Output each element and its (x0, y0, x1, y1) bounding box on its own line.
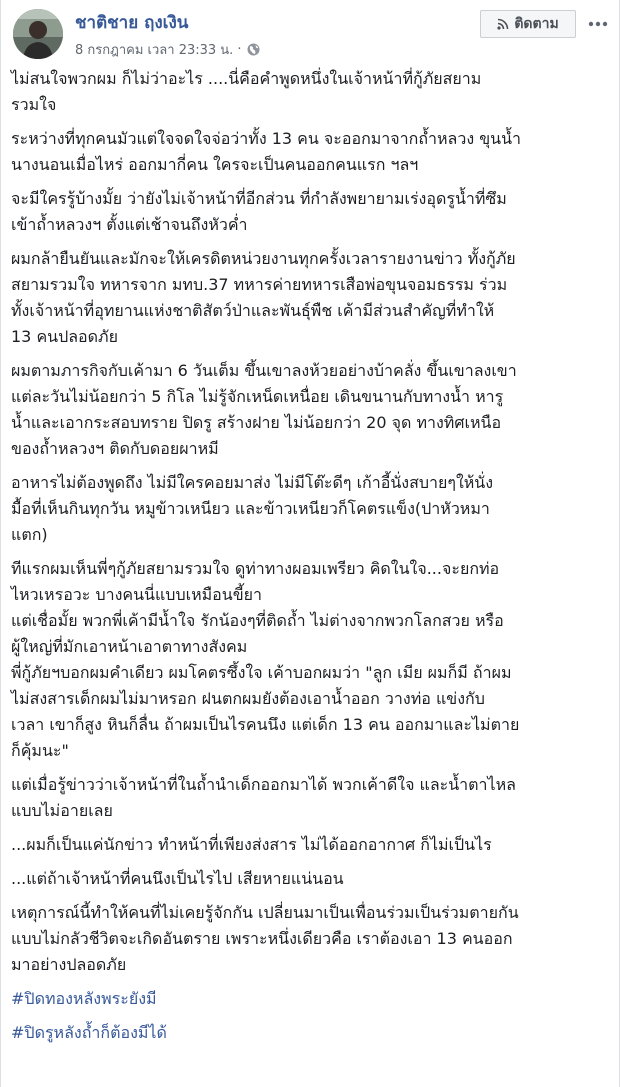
globe-icon[interactable] (247, 43, 260, 56)
hashtag-link[interactable]: #ปิดรูหลังถ้ำก็ต้องมีได้ (11, 1023, 167, 1042)
post-paragraph: ผมตามภารกิจกับเค้ามา 6 วันเต็ม ขึ้นเขาลงห้วยอย่างบ้าคลั่ง ขึ้นเขาลงเขา แต่ละวันไม่น้อยกว่า 5 กิโล ไม่รู้จักเหน็ดเหนื่อย เดินขนานกับทางน้ำ หารู น้ำและเอากระสอบทราย ปิดรู สร้างฝาย ไม่น้อยกว่า 20 จุด ทางทิศเหนือ ของถ้ำหลวงฯ ติดกับดอยผาหมี (11, 361, 517, 458)
post-paragraph: จะมีใครรู้บ้างมั้ย ว่ายังไม่เจ้าหน้าที่อีกส่วน ที่กำลังพยายามเร่งอุดรูน้ำที่ซึม เข้าถ้ำหลวงฯ ตั้งแต่เช้าจนถึงหัวค่ำ (11, 189, 507, 234)
follow-button[interactable] (480, 10, 576, 38)
post-paragraph: แต่เมื่อรู้ข่าวว่าเจ้าหน้าที่ในถ้ำนำเด็กออกมาได้ พวกเค้าดีใจ และน้ำตาไหล แบบไม่อายเลย (11, 775, 516, 820)
post-meta (75, 39, 260, 60)
avatar-photo (13, 9, 63, 59)
author-avatar[interactable] (13, 9, 63, 59)
rss-icon (497, 18, 509, 30)
post-paragraph: ...แต่ถ้าเจ้าหน้าที่คนนึงเป็นไรไป เสียหายแน่นอน (11, 869, 344, 888)
hashtag-link[interactable]: #ปิดทองหลังพระยังมี (11, 989, 157, 1008)
post-paragraph: อาหารไม่ต้องพูดถึง ไม่มีใครคอยมาส่ง ไม่มีโต๊ะดีๆ เก้าอี้นั่งสบายๆให้นั่ง มื้อที่เห็นกินทุกวัน หมูข้าวเหนียว และข้าวเหนียวก็โคตรแข็ง(ปาหัวหมา แตก) (11, 473, 494, 544)
post-paragraph: ...ผมก็เป็นแค่นักข่าว ทำหน้าที่เพียงส่งสาร ไม่ได้ออกอากาศ ก็ไม่เป็นไร (11, 835, 492, 854)
post-paragraph: ระหว่างที่ทุกคนมัวแต่ใจจดใจจ่อว่าทั้ง 13 คน จะออกมาจากถ้ำหลวง ขุนน้ำ นางนอนเมื่อไหร่ ออกมากี่คน ใครจะเป็นคนออกคนแรก ฯลฯ (11, 129, 522, 174)
post-timestamp[interactable]: 8 กรกฎาคม เวลา 23:33 น. (75, 43, 234, 58)
follow-label: ติดตาม (514, 16, 559, 32)
meta-separator: · (237, 42, 242, 57)
post-header (1, 0, 619, 68)
post-body (11, 66, 609, 1046)
post-paragraph: ทีแรกผมเห็นพี่ๆกู้ภัยสยามรวมใจ ดูท่าทางผอมเพรียว คิดในใจ...จะยกท่อ ไหวเหรอวะ บางคนนี่แบบเหมือนขี้ยา แต่เชื่อมั้ย พวกพี่เค้ามีน้ำใจ รักน้องๆที่ติดถ้ำ ไม่ต่างจากพวกโลกสวย หรือ ผู้ใหญ่ที่มักเอาหน้าเอาตาทางสังคม พี่กู้ภัยฯบอกผมคำเดียว ผมโคตรซึ้งใจ เค้าบอกผมว่า "ลูก เมีย ผมก็มี ถ้าผม ไม่สงสารเด็กผมไม่มาหรอก ฝนตกผมยังต้องเอาน้ำออก วางท่อ แข่งกับ เวลา เขาก็สูง หินก็ลื่น ถ้าผมเป็นไรคนนึง แต่เด็ก 13 คน ออกมาและไม่ตาย ก็คุ้มนะ" (11, 559, 520, 760)
post-paragraph: เหตุการณ์นี้ทำให้คนที่ไม่เคยรู้จักกัน เปลี่ยนมาเป็นเพื่อนร่วมเป็นร่วมตายกัน แบบไม่กลัวชีวิตจะเกิดอันตราย เพราะหนึ่งเดียวคือ เราต้องเอา 13 คนออก มาอย่างปลอดภัย (11, 903, 519, 974)
post-paragraph: ไม่สนใจพวกผม ก็ไม่ว่าอะไร ....นี่คือคำพูดหนึ่งในเจ้าหน้าที่กู้ภัยสยาม รวมใจ (11, 69, 482, 114)
post-paragraph: ผมกล้ายืนยันและมักจะให้เครดิตหน่วยงานทุกครั้งเวลารายงานข่าว ทั้งกู้ภัย สยามรวมใจ ทหารจาก มทบ.37 ทหารค่ายทหารเสือพ่อขุนจอมธรรม ร่วม ทั้งเจ้าหน้าที่อุทยานแห่งชาติสัตว์ป่าและพันธุ์พืช เค้ามีส่วนสำคัญที่ทำให้ 13 คนปลอดภัย (11, 249, 516, 346)
author-name[interactable]: ชาติชาย ฤงเงิน (75, 13, 189, 33)
more-dots-icon[interactable] (587, 14, 609, 34)
